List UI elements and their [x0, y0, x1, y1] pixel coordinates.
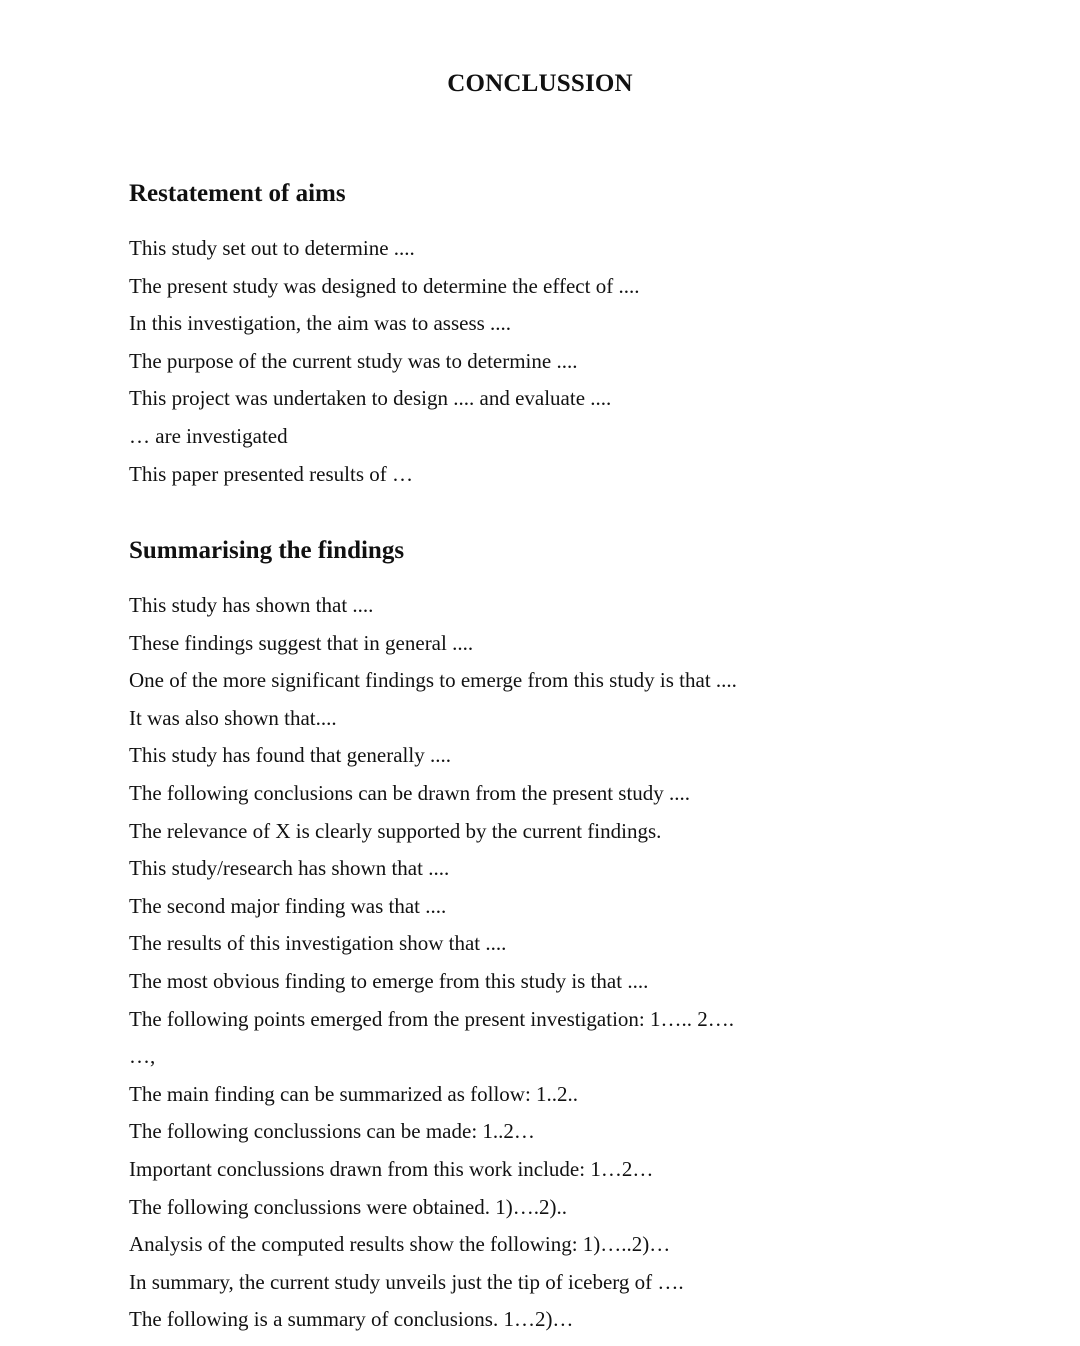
phrase-line: The following conclussions can be made: 1..2… [129, 1119, 535, 1144]
phrase-line: The main finding can be summarized as follow: 1..2.. [129, 1081, 579, 1106]
phrase-line: The results of this investigation show that .... [129, 931, 507, 956]
phrase-line: One of the more significant findings to emerge from this study is that .... [129, 668, 737, 693]
phrase-line: This study has shown that .... [129, 593, 374, 617]
document-title: CONCLUSSION [447, 70, 633, 97]
phrase-line: … are investigated [129, 423, 288, 448]
phrase-line: This study set out to determine .... [129, 236, 415, 260]
phrase-line: The most obvious finding to emerge from this study is that .... [129, 968, 649, 993]
phrase-line: The following points emerged from the present investigation: 1….. 2…. [129, 1006, 735, 1031]
phrase-line: Analysis of the computed results show the following: 1)…..2)… [129, 1232, 671, 1257]
section-heading-aims: Restatement of aims [129, 180, 346, 207]
section-heading-findings: Summarising the findings [129, 537, 405, 564]
phrase-line: This study/research has shown that .... [129, 856, 450, 881]
phrase-line: The second major finding was that .... [129, 893, 447, 918]
aims-phrase-list [129, 237, 639, 500]
phrase-line: The following conclusions can be drawn from the present study .... [129, 780, 691, 805]
phrase-line: The following is a summary of conclusions. 1…2)… [129, 1307, 574, 1332]
phrase-line: The relevance of X is clearly supported by the current findings. [129, 818, 662, 843]
phrase-line: Important conclussions drawn from this work include: 1…2… [129, 1156, 654, 1181]
phrase-line: …, [129, 1044, 156, 1069]
phrase-line: It was also shown that.... [129, 705, 337, 730]
phrase-line: This paper presented results of … [129, 461, 414, 486]
phrase-line: This project was undertaken to design .... and evaluate .... [129, 386, 612, 411]
phrase-line: The purpose of the current study was to determine .... [129, 348, 578, 373]
phrase-line: This study has found that generally .... [129, 743, 451, 768]
findings-phrase-list [129, 594, 737, 1346]
phrase-line: The following conclussions were obtained. 1)….2).. [129, 1194, 567, 1219]
phrase-line: The present study was designed to determine the effect of .... [129, 273, 640, 298]
phrase-line: These findings suggest that in general .... [129, 630, 474, 655]
phrase-line: In summary, the current study unveils just the tip of iceberg of …. [129, 1269, 684, 1294]
phrase-line: In this investigation, the aim was to assess .... [129, 311, 512, 336]
